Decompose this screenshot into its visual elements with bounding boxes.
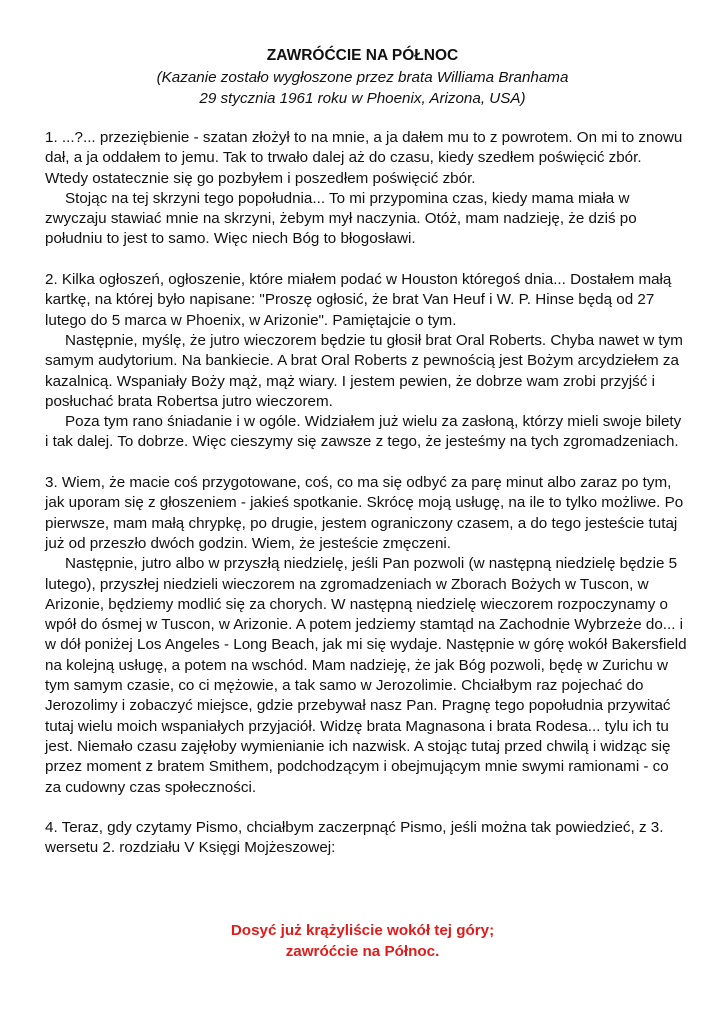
paragraph-2-continued: Następnie, myślę, że jutro wieczorem będzie tu głosił brat Oral Roberts. Chyba nawet w tym samym audytorium. Na bankiecie. A brat Oral Roberts z pewnością jest Bożym arcydziełem za kazalnicą. Wspaniały Boży mąż, mąż wiary. I jestem pewien, że dobrze wam zrobi przyjść i posłuchać brata Robertsa jutro wieczorem. <box>45 331 683 410</box>
scripture-line: zawróćcie na Północ. <box>285 943 440 960</box>
sermon-title: ZAWRÓĆCIE NA PÓŁNOC <box>266 47 459 64</box>
paragraph-3: 3. Wiem, że macie coś przygotowane, coś, co ma się odbyć za parę minut albo zaraz po tym, jak uporam się z głoszeniem - jakieś spotkanie. Skrócę moją usługę, na ile to tylko możliwe. Po pierwsze, mam małą chrypkę, po drugie, jestem ograniczony czasem, a do tego jesteście tutaj już od przeszło dwóch godzin. Wiem, że jesteście zmęczeni. <box>45 474 684 552</box>
subtitle-line: (Kazanie zostało wygłoszone przez brata Williama Branhama <box>156 69 569 86</box>
paragraph-1: 1. ...?... przeziębienie - szatan złożył to na mnie, a ja dałem mu to z powrotem. On mi to znowu dał, a ja oddałem to jemu. Tak to trwało dalej aż do czasu, kiedy szedłem poświęcić zbór. Wtedy ostatecznie się go pozbyłem i poszedłem poświęcić zbór. <box>45 129 683 187</box>
sermon-body <box>45 128 687 859</box>
paragraph-2: 2. Kilka ogłoszeń, ogłoszenie, które miałem podać w Houston któregoś dnia... Dostałem małą kartkę, na której było napisane: "Proszę ogłosić, że brat Van Heuf i W. P. Hinse będą od 27 lutego do 5 marca w Phoenix, w Arizonie". Pamiętajcie o tym. <box>45 271 672 329</box>
subtitle-line: 29 stycznia 1961 roku w Phoenix, Arizona, USA) <box>199 90 526 107</box>
paragraph-2-continued: Poza tym rano śniadanie i w ogóle. Widziałem już wielu za zasłoną, którzy mieli swoje bilety i tak dalej. To dobrze. Więc cieszymy się zawsze z tego, że jesteśmy na tych zgromadzeniach. <box>45 413 682 451</box>
scripture-line: Dosyć już krążyliście wokół tej góry; <box>230 922 495 939</box>
paragraph-3-continued: Następnie, jutro albo w przyszłą niedzielę, jeśli Pan pozwoli (w następną niedzielę będzie 5 lutego), przyszłej niedzieli wieczorem na zgromadzeniach w Zborach Bożych w Tuscon, w Arizonie, będziemy modlić się za chorych. W następną niedzielę wieczorem rozpoczynamy o wpół do ósmej w Tuscon, w Arizonie. A potem jedziemy stamtąd na Zachodnie Wybrzeże do... i w dół poniżej Los Angeles - Long Beach, jak mi się wydaje. Następnie w górę wokół Bakersfield na kolejną usługę, a potem na wschód. Mam nadzieję, że jak Bóg pozwoli, będę w Zurichu w tym samym czasie, co ci mężowie, a tak samo w Jerozolimie. Chciałbym raz pojechać do Jerozolimy i zobaczyć miejsce, gdzie przebywał nasz Pan. Pragnę tego popołudnia przywitać tutaj wielu moich wspaniałych przyjaciół. Widzę brata Magnasona i brata Rodesa... tylu ich tu jest. Niemało czasu zajęłoby wymienianie ich nazwisk. A stojąc tutaj przed chwilą i widząc się przez moment z bratem Smithem, podchodzącym i obejmującym mnie swymi ramionami - co za cudowny czas społeczności. <box>45 555 687 796</box>
scripture-quote <box>0 920 725 962</box>
paragraph-4: 4. Teraz, gdy czytamy Pismo, chciałbym zaczerpnąć Pismo, jeśli można tak powiedzieć, z 3. wersetu 2. rozdziału V Księgi Mojżeszowej: <box>45 819 664 857</box>
paragraph-1-continued: Stojąc na tej skrzyni tego popołudnia... To mi przypomina czas, kiedy mama miała w zwyczaju stawiać mnie na skrzyni, żebym mył naczynia. Otóż, mam nadzieję, że dziś po południu to jest to samo. Więc niech Bóg to błogosławi. <box>45 189 637 248</box>
sermon-subtitle <box>0 67 725 109</box>
